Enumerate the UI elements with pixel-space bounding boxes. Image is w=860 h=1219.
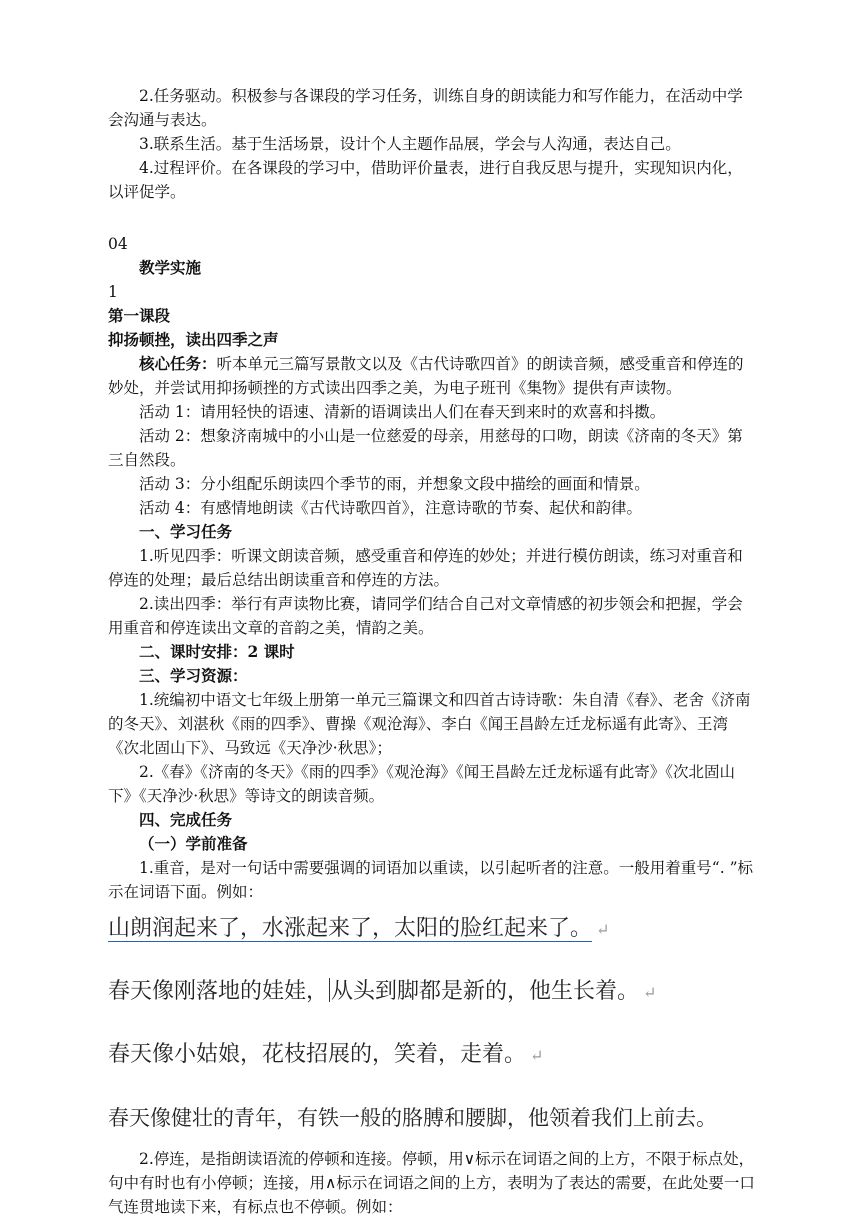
sample-sentence-2 bbox=[108, 977, 758, 1008]
document-body bbox=[108, 84, 758, 1219]
core-task-label: 核心任务： bbox=[139, 354, 217, 373]
pause-explanation: 2.停连，是指朗读语流的停顿和连接。停顿，用∨标示在词语之间的上方，不限于标点处，句中有时也有小停顿；连接，用∧标示在词语之间的上方，表明为了表达的需要，在此处要一口气连贯地读下来，有标点也不停顿。例如： bbox=[108, 1150, 755, 1216]
stress-explanation: 1.重音，是对一句话中需要强调的词语加以重读，以引起听者的注意。一般用着重号“. ”标示在词语下面。例如： bbox=[108, 859, 753, 901]
heading-learning-tasks: 一、学习任务 bbox=[139, 522, 233, 541]
sample-sentence-1 bbox=[108, 914, 758, 945]
section-title: 教学实施 bbox=[139, 258, 202, 277]
sample-2-text-b: 从头到脚都是新的，他生长着。 bbox=[331, 979, 640, 1004]
sample-3-text: 春天像小姑娘，花枝招展的，笑着，走着。 bbox=[108, 1042, 527, 1067]
task-1: 1.听见四季：听课文朗读音频，感受重音和停连的妙处；并进行模仿朗读，练习对重音和停连的处理；最后总结出朗读重音和停连的方法。 bbox=[108, 547, 743, 589]
activity-3: 活动 3：分小组配乐朗读四个季节的雨，并想象文段中描绘的画面和情景。 bbox=[139, 475, 650, 493]
sample-sentence-4 bbox=[108, 1103, 758, 1133]
resource-1: 1.统编初中语文七年级上册第一单元三篇课文和四首古诗诗歌：朱自清《春》、老舍《济南的冬天》、刘湛秋《雨的四季》、曹操《观沧海》、李白《闻王昌龄左迁龙标遥有此寄》、王湾《次北固山下》、马致远《天净沙·秋思》； bbox=[108, 691, 751, 757]
lesson-title: 第一课段 bbox=[108, 306, 171, 325]
core-task-text: 听本单元三篇写景散文以及《古代诗歌四首》的朗读音频，感受重音和停连的妙处，并尝试用抑扬顿挫的方式读出四季之美，为电子班刊《集物》提供有声读物。 bbox=[108, 355, 744, 397]
heading-complete-tasks: 四、完成任务 bbox=[139, 810, 233, 829]
paragraph-mark-icon: ↵ bbox=[643, 983, 657, 1002]
paragraph-mark-icon: ↵ bbox=[596, 920, 610, 939]
activity-2: 活动 2：想象济南城中的小山是一位慈爱的母亲，用慈母的口吻，朗读《济南的冬天》第三自然段。 bbox=[108, 427, 743, 469]
sample-2-text-a: 春天像刚落地的娃娃， bbox=[108, 979, 329, 1004]
task-2: 2.读出四季：举行有声读物比赛，请同学们结合自己对文章情感的初步领会和把握，学会用重音和停连读出文章的音韵之美，情韵之美。 bbox=[108, 595, 743, 637]
heading-schedule: 二、课时安排：2 课时 bbox=[139, 642, 295, 661]
resource-2: 2.《春》《济南的冬天》《雨的四季》《观沧海》《闻王昌龄左迁龙标遥有此寄》《次北固山下》《天净沙·秋思》等诗文的朗读音频。 bbox=[108, 763, 736, 805]
sample-1-text: 山朗润起来了，水涨起来了，太阳的脸红起来了。 bbox=[108, 916, 593, 941]
heading-resources: 三、学习资源： bbox=[139, 666, 248, 685]
lesson-number: 1 bbox=[108, 283, 118, 301]
sample-4-text: 春天像健壮的青年，有铁一般的胳膊和腰脚，他领着我们上前去。 bbox=[108, 1106, 717, 1130]
para-evaluation: 4.过程评价。在各课段的学习中，借助评价量表，进行自我反思与提升，实现知识内化，以评促学。 bbox=[108, 159, 743, 201]
heading-preparation: （一）学前准备 bbox=[139, 834, 248, 853]
text-cursor bbox=[329, 978, 330, 1002]
activity-1: 活动 1：请用轻快的语速、清新的语调读出人们在春天到来时的欢喜和抖擞。 bbox=[139, 403, 666, 421]
paragraph-mark-icon: ↵ bbox=[530, 1046, 544, 1065]
sample-sentence-3 bbox=[108, 1040, 758, 1071]
para-life: 3.联系生活。基于生活场景，设计个人主题作品展，学会与人沟通，表达自己。 bbox=[139, 135, 681, 153]
lesson-subtitle: 抑扬顿挫，读出四季之声 bbox=[108, 330, 279, 349]
section-number: 04 bbox=[108, 235, 128, 253]
para-task-driven: 2.任务驱动。积极参与各课段的学习任务，训练自身的朗读能力和写作能力，在活动中学会沟通与表达。 bbox=[108, 87, 743, 129]
core-task bbox=[108, 352, 758, 400]
activity-4: 活动 4：有感情地朗读《古代诗歌四首》，注意诗歌的节奏、起伏和韵律。 bbox=[139, 499, 643, 517]
spacer bbox=[108, 204, 758, 228]
